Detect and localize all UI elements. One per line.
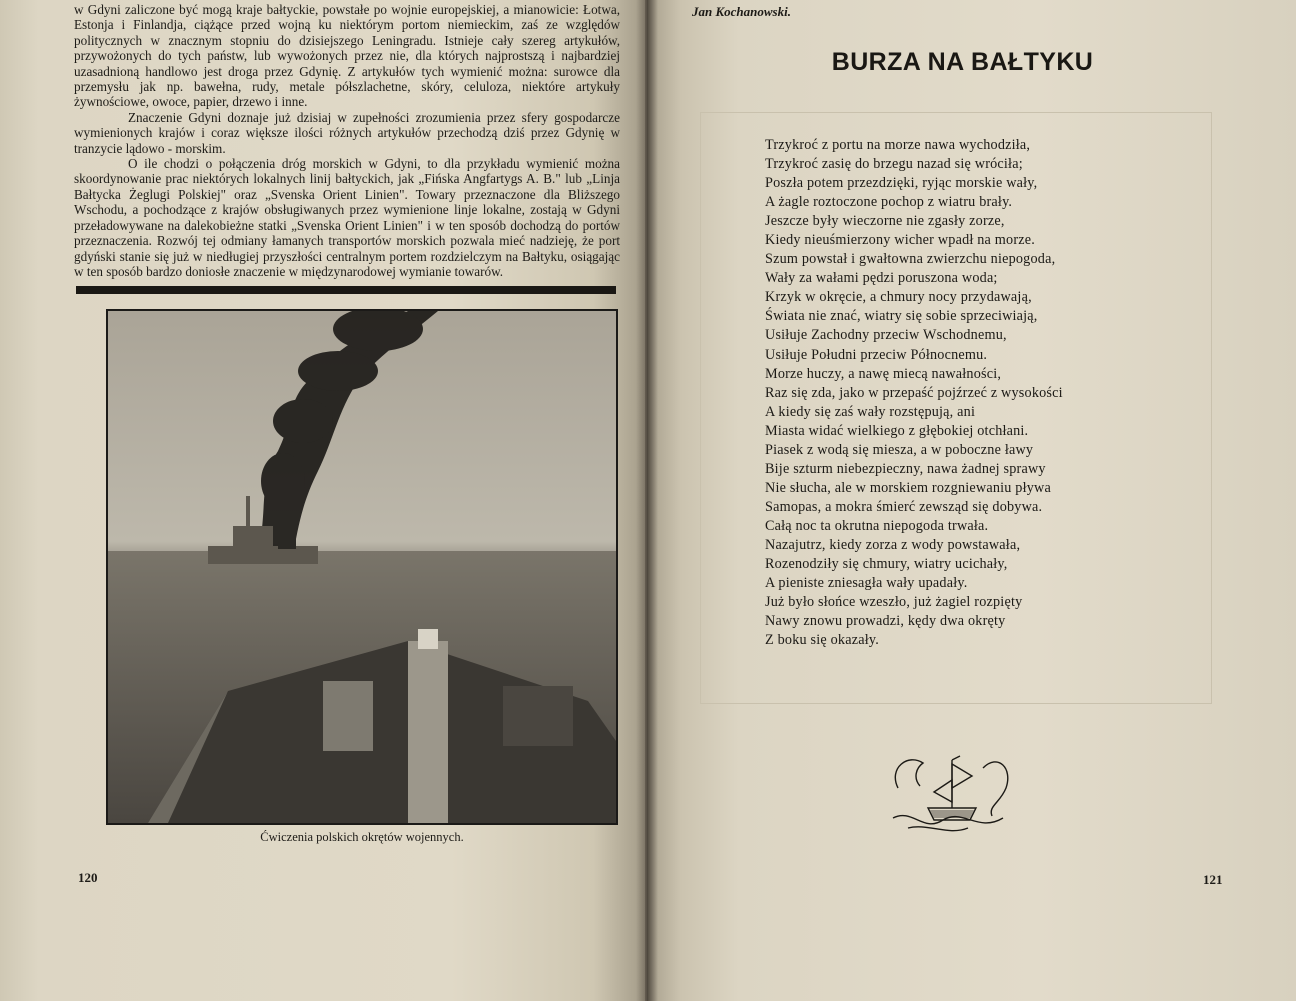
poem-line: Morze huczy, a nawę miecą nawałności,: [765, 365, 1002, 382]
article-paragraph-3: O ile chodzi o połączenia dróg morskich w Gdyni, to dla przykładu wymienić można skoordynowanie prac niektórych lokalnych linij bałtyckich, jak „Fińska Angfartygs A. B." lub „Linja Bałtycka Żeglugi Polskiej" oraz „Svenska Orient Linien". Towary przeznaczone dla Bliższego Wschodu, a pochodzące z krajów obsługiwanych przez wymienione linje lokalne, zostają w Gdyni przeładowywane na dalekobieżne statki „Svenska Orient Linien" i w ten sposób dochodzą do portów przeznaczenia. Rozwój tej odmiany łamanych transportów morskich pozwala mieć nadzieję, że port gdyński stanie się już w niedługiej przyszłości centralnym portem rozdzielczym na Bałtyku, osiągając w ten sposób bardzo doniosłe znaczenie w międzynarodowej wymianie towarów.: [74, 156, 620, 279]
poem-line: Usiłuje Zachodny przeciw Wschodnemu,: [765, 327, 1007, 344]
poem-line: Usiłuje Południ przeciw Północnemu.: [765, 346, 988, 363]
poem-line: Wały za wałami pędzi poruszona woda;: [765, 270, 998, 287]
poem-author: Jan Kochanowski.: [692, 4, 791, 19]
poem-line: Kiedy nieuśmierzony wicher wpadł na morze.: [765, 232, 1035, 249]
poem-line: A kiedy się zaś wały rozstępują, ani: [765, 403, 976, 420]
page-number-left: 120: [78, 870, 98, 885]
article-text: [74, 2, 620, 279]
article-paragraph-1: w Gdyni zaliczone być mogą kraje bałtyckie, powstałe po wojnie europejskiej, a mianowicie: Łotwa, Estonja i Finlandja, ciążące przed wojną ku niektórym portom niemieckim, zaś ze względów politycznych w znacznym stopniu do dzisiejszego Leningradu. Istnieje cały szereg artykułów, przywożonych do tych państw, lub wywożonych przez nie, dla których najprostszą i najbardziej uzasadnioną handlowo jest droga przez Gdynię. Z artykułów tych wymienić można: surowce dla przemysłu jak np. bawełna, rudy, metale półszlachetne, skóry, celuloza, niektóre artykuły żywnościowe, owoce, papier, drzewo i inne.: [74, 2, 620, 110]
poem-line: Nazajutrz, kiedy zorza z wody powstawała,: [765, 536, 1021, 553]
poem-line: Nawy znowu prowadzi, kędy dwa okręty: [765, 613, 1006, 630]
section-divider-rule: [76, 286, 616, 294]
poem-line: Rozenodziły się chmury, wiatry ucichały,: [765, 556, 1008, 573]
poem-line: Piasek z wodą się miesza, a w poboczne ławy: [765, 441, 1034, 458]
poem-text: [765, 136, 1165, 650]
photo-caption: Ćwiczenia polskich okrętów wojennych.: [260, 830, 464, 844]
poem-line: Krzyk w okręcie, a chmury nocy przydawają,: [765, 289, 1032, 306]
poem-line: Jeszcze były wieczorne nie zgasły zorze,: [765, 213, 1005, 230]
poem-line: Miasta widać wielkiego z głębokiej otchłani.: [765, 422, 1029, 439]
poem-title: BURZA NA BAŁTYKU: [831, 48, 1094, 76]
poem-line: A żagle roztoczone pochop z wiatru brały.: [765, 194, 1013, 211]
poem-line: Trzykroć zasię do brzegu nazad się wróciła;: [765, 156, 1023, 173]
poem-line: Trzykroć z portu na morze nawa wychodziła,: [765, 137, 1031, 153]
book-gutter: [636, 0, 658, 1001]
poem-line: Całą noc ta okrutna niepogoda trwała.: [765, 517, 989, 534]
poem-line: Szum powstał i gwałtowna zwierzchu niepogoda,: [765, 251, 1056, 268]
poem-line: Poszła potem przezdzięki, ryjąc morskie wały,: [765, 175, 1038, 192]
warship-photograph: [108, 311, 616, 823]
poem-line: Bije szturm niebezpieczny, nawa żadnej sprawy: [765, 460, 1046, 477]
article-paragraph-2: Znaczenie Gdyni doznaje już dzisiaj w zupełności zrozumienia przez sfery gospodarcze wymienionych krajów i coraz większe ilości różnych artykułów przechodzą dziś przez Gdynię w tranzycie lądowo - morskim.: [74, 109, 620, 156]
poem-line: Raz się zda, jako w przepaść pojźrzeć z wysokości: [765, 384, 1063, 401]
poem-line: Już było słońce wzeszło, już żagiel rozpięty: [765, 594, 1023, 611]
sailing-ship-vignette-icon: [888, 748, 1018, 838]
left-page: [0, 0, 645, 1001]
poem-line: Nie słucha, ale w morskiem rozgniewaniu pływa: [765, 479, 1051, 496]
page-number-right: 121: [1203, 872, 1223, 887]
poem-line: Z boku się okazały.: [765, 632, 879, 649]
poem-line: Świata nie znać, wiatry się sobie sprzeciwiają,: [765, 308, 1038, 325]
poem-line: A pieniste zniesagła wały upadały.: [765, 575, 968, 592]
poem-line: Samopas, a mokra śmierć zewsząd się dobywa.: [765, 498, 1043, 515]
